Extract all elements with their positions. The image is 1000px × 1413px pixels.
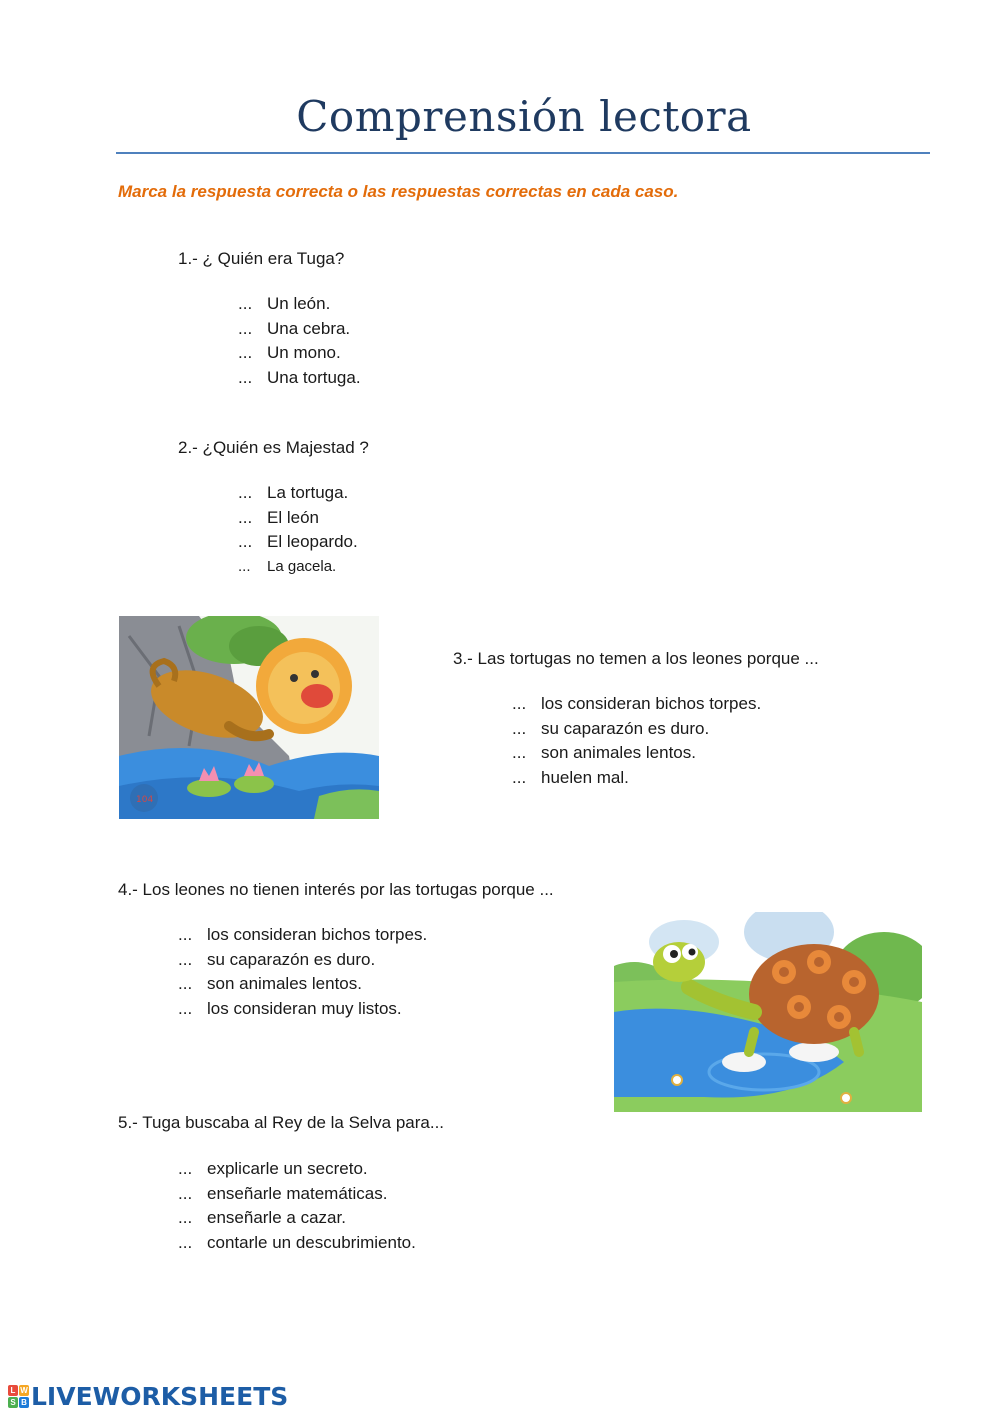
question-5-options (178, 1157, 416, 1255)
option[interactable]: ... Un león. (238, 294, 331, 313)
option[interactable]: ... explicarle un secreto. (178, 1159, 368, 1178)
option[interactable]: ... su caparazón es duro. (178, 949, 376, 969)
option[interactable]: ... La tortuga. (238, 483, 349, 502)
logo-icon: L W S B (8, 1385, 29, 1408)
option[interactable]: ... La gacela. (238, 557, 337, 575)
question-5: 5.- Tuga buscaba al Rey de la Selva para... (118, 1113, 445, 1132)
option[interactable]: ... huelen mal. (512, 767, 629, 787)
page-title: Comprensión lectora (296, 92, 752, 141)
option[interactable]: ... los consideran bichos torpes. (512, 694, 762, 713)
option[interactable]: ... su caparazón es duro. (512, 718, 710, 738)
lion-page-number: 104 (136, 795, 154, 805)
option[interactable]: ... contarle un descubrimiento. (178, 1232, 416, 1252)
option[interactable]: ... enseñarle matemáticas. (178, 1183, 388, 1203)
option[interactable]: ... los consideran muy listos. (178, 998, 402, 1018)
question-3: 3.- Las tortugas no temen a los leones porque ... (453, 649, 819, 668)
lion-illustration (119, 616, 379, 819)
option[interactable]: ... son animales lentos. (178, 974, 362, 993)
option[interactable]: ... Un mono. (238, 343, 341, 362)
question-2-options (238, 481, 358, 579)
lion-drawing (119, 616, 379, 819)
question-3-options (512, 692, 761, 790)
brand-name: LIVEWORKSHEETS (31, 1381, 289, 1411)
liveworksheets-logo[interactable] (8, 1382, 288, 1410)
question-4-options (178, 923, 427, 1021)
option[interactable]: ... enseñarle a cazar. (178, 1208, 346, 1227)
instruction-text: Marca la respuesta correcta o las respuestas correctas en cada caso. (118, 182, 679, 201)
title-divider (116, 152, 930, 154)
question-4: 4.- Los leones no tienen interés por las tortugas porque ... (118, 880, 554, 899)
turtle-drawing (614, 912, 922, 1112)
option[interactable]: ... El león (238, 507, 319, 527)
option[interactable]: ... Una cebra. (238, 318, 351, 338)
question-2: 2.- ¿Quién es Majestad ? (178, 438, 369, 457)
option[interactable]: ... son animales lentos. (512, 743, 696, 762)
option[interactable]: ... El leopardo. (238, 532, 358, 551)
option[interactable]: ... los consideran bichos torpes. (178, 925, 428, 944)
question-1-options (238, 292, 361, 390)
option[interactable]: ... Una tortuga. (238, 367, 361, 387)
turtle-illustration (614, 912, 922, 1112)
question-1: 1.- ¿ Quién era Tuga? (178, 249, 345, 268)
